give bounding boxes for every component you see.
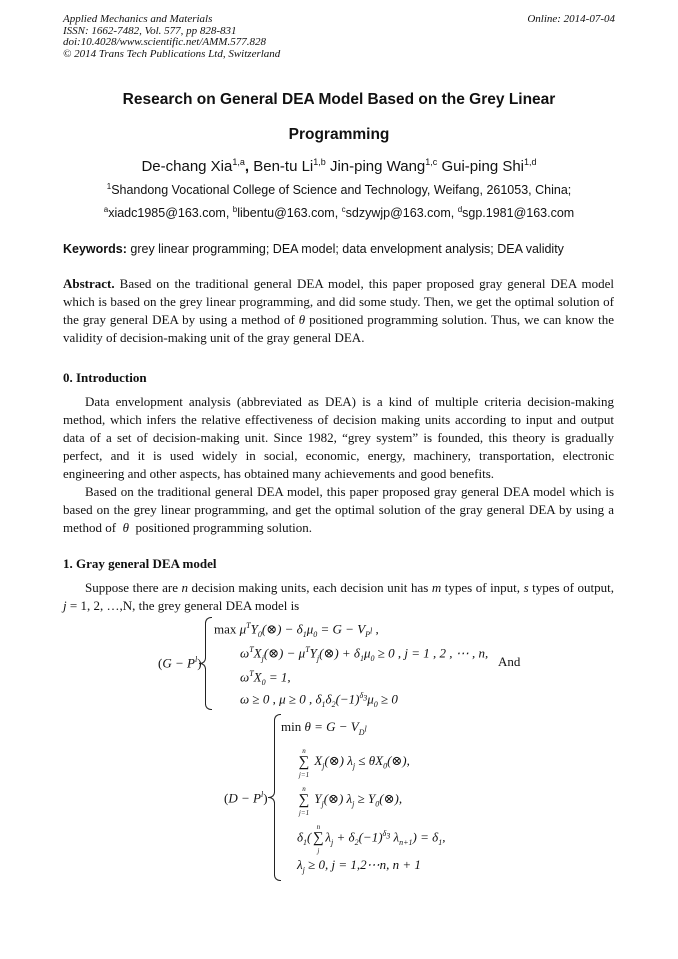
author-affiliation-mark: 1,a <box>232 157 245 167</box>
author-affiliation-mark: 1,b <box>313 157 326 167</box>
section-heading-gray-general-dea-model: 1. Gray general DEA model <box>63 556 217 571</box>
abstract: Abstract. Based on the traditional general DEA model, this paper proposed gray general DEA model which is based on the grey linear programming, and did some study. Then, we get the optimal solution of the gray general DEA by using a method of θ positioned programming solution. Thus, we can know the validity of decision-making unit of the gray general DEA. <box>63 276 615 345</box>
online-date: Online: 2014-07-04 <box>527 13 615 25</box>
abstract-label: Abstract. <box>63 276 115 291</box>
equation-primal-objective: $\max \mu^TY_0(\otimes) - \delta_1\mu_0 = G - V_{P^l}$ , <box>214 621 379 639</box>
paper-title-line-2: Programming <box>288 126 390 143</box>
section-heading-introduction: 0. Introduction <box>63 370 147 385</box>
keywords-text: grey linear programming; DEA model; data envelopment analysis; DEA validity <box>130 242 564 256</box>
email-list: $^a$xiadc1985@163.com, $^b$libentu@163.com, $^c$sdzywjp@163.com, $^d$sgp.1981@163.com <box>103 205 575 221</box>
equation-primal-constraint-2: $\omega^TX_0 = 1$, <box>240 669 291 687</box>
email: sdzywjp@163.com <box>345 206 451 221</box>
equation-dual-constraint-4: $\lambda_j \ge 0$, j = 1,2⋯n, n + 1 <box>297 857 421 875</box>
introduction-paragraph-1: Data envelopment analysis (abbreviated as DEA) is a kind of multiple criteria decision-making method, which infers the relative effectiveness of decision making units according to input and output data of a set of decision-making unit. Since 1982, “grey system” is founded, this theory is gradually perfect, and it is used widely in social, economic, energy, machinery, transportation, electronic engineering and other aspects, has obtained many achievements and good benefits. <box>63 394 614 481</box>
model-description-paragraph: Suppose there are n decision making units, each decision unit has m types of input, s types of output, j = 1, 2, …,N, the grey general DEA model is <box>63 580 614 613</box>
keywords-label: Keywords: <box>63 242 127 256</box>
equation-dual-constraint-3: $\delta_1$( n ∑ j $\lambda_j + \delta_2(-1)^{\delta_3}$ $\lambda_{n+1}) = \delta_1$, <box>297 822 446 855</box>
affiliation: $^1$Shandong Vocational College of Science and Technology, Weifang, 261053, China; <box>106 182 572 198</box>
author-name: Gui-ping Shi <box>441 158 525 175</box>
equation-dual-objective: $\min \theta = G - V_{D^l}$ <box>281 719 367 737</box>
equation-label-primal: $(G - P^l)$ <box>158 655 202 671</box>
equation-label-dual: $(D - P^l)$ <box>224 790 268 806</box>
paper-title-line-1: Research on General DEA Model Based on the Grey Linear <box>122 91 556 108</box>
email: xiadc1985@163.com <box>108 206 226 221</box>
journal-doi: doi:10.4028/www.scientific.net/AMM.577.828 <box>63 36 266 48</box>
equation-dual-constraint-2: n ∑ j=1 $Y_j(\otimes) \lambda_j$ ≥ $Y_0(\otimes)$, <box>298 784 403 817</box>
introduction-paragraph-2: Based on the traditional general DEA model, this paper proposed gray general DEA model which is based on the grey linear programming, and get the optimal solution of the gray general DEA by using a method of θ positioned programming solution. <box>63 484 614 535</box>
email: sgp.1981@163.com <box>462 206 575 221</box>
journal-name: Applied Mechanics and Materials <box>63 13 213 25</box>
author-name: Ben-tu Li <box>253 158 314 175</box>
author-name: De-chang Xia <box>141 158 233 175</box>
running-header <box>63 14 280 60</box>
email: libentu@163.com <box>237 206 335 221</box>
author-affiliation-mark: 1,d <box>524 157 537 167</box>
author-list <box>0 157 678 175</box>
author-affiliation-mark: 1,c <box>425 157 438 167</box>
theta-symbol: θ <box>122 520 129 535</box>
theta-symbol: θ <box>298 312 306 327</box>
journal-issn: ISSN: 1662-7482, Vol. 577, pp 828-831 <box>63 24 237 37</box>
keywords <box>63 242 615 256</box>
equation-primal-constraint-3: ω ≥ 0 , μ ≥ 0 , $\delta_1\delta_2(-1)^{\delta_3}\mu_0 \ge 0$ <box>240 691 398 709</box>
journal-copyright: © 2014 Trans Tech Publications Ltd, Switzerland <box>63 47 281 60</box>
author-name: Jin-ping Wang <box>329 158 426 175</box>
equation-primal-constraint-1: $\omega^TX_j(\otimes)$ − $\mu^TY_j(\otimes) + \delta_1\mu_0 \ge 0$ , j = 1 , 2 , ⋯ , n, <box>240 645 489 663</box>
and-word: And <box>498 654 521 669</box>
equation-dual-constraint-1: n ∑ j=1 $X_j(\otimes) \lambda_j$ ≤ $\theta X_0(\otimes)$, <box>298 746 410 779</box>
author-separator: , <box>244 158 254 175</box>
